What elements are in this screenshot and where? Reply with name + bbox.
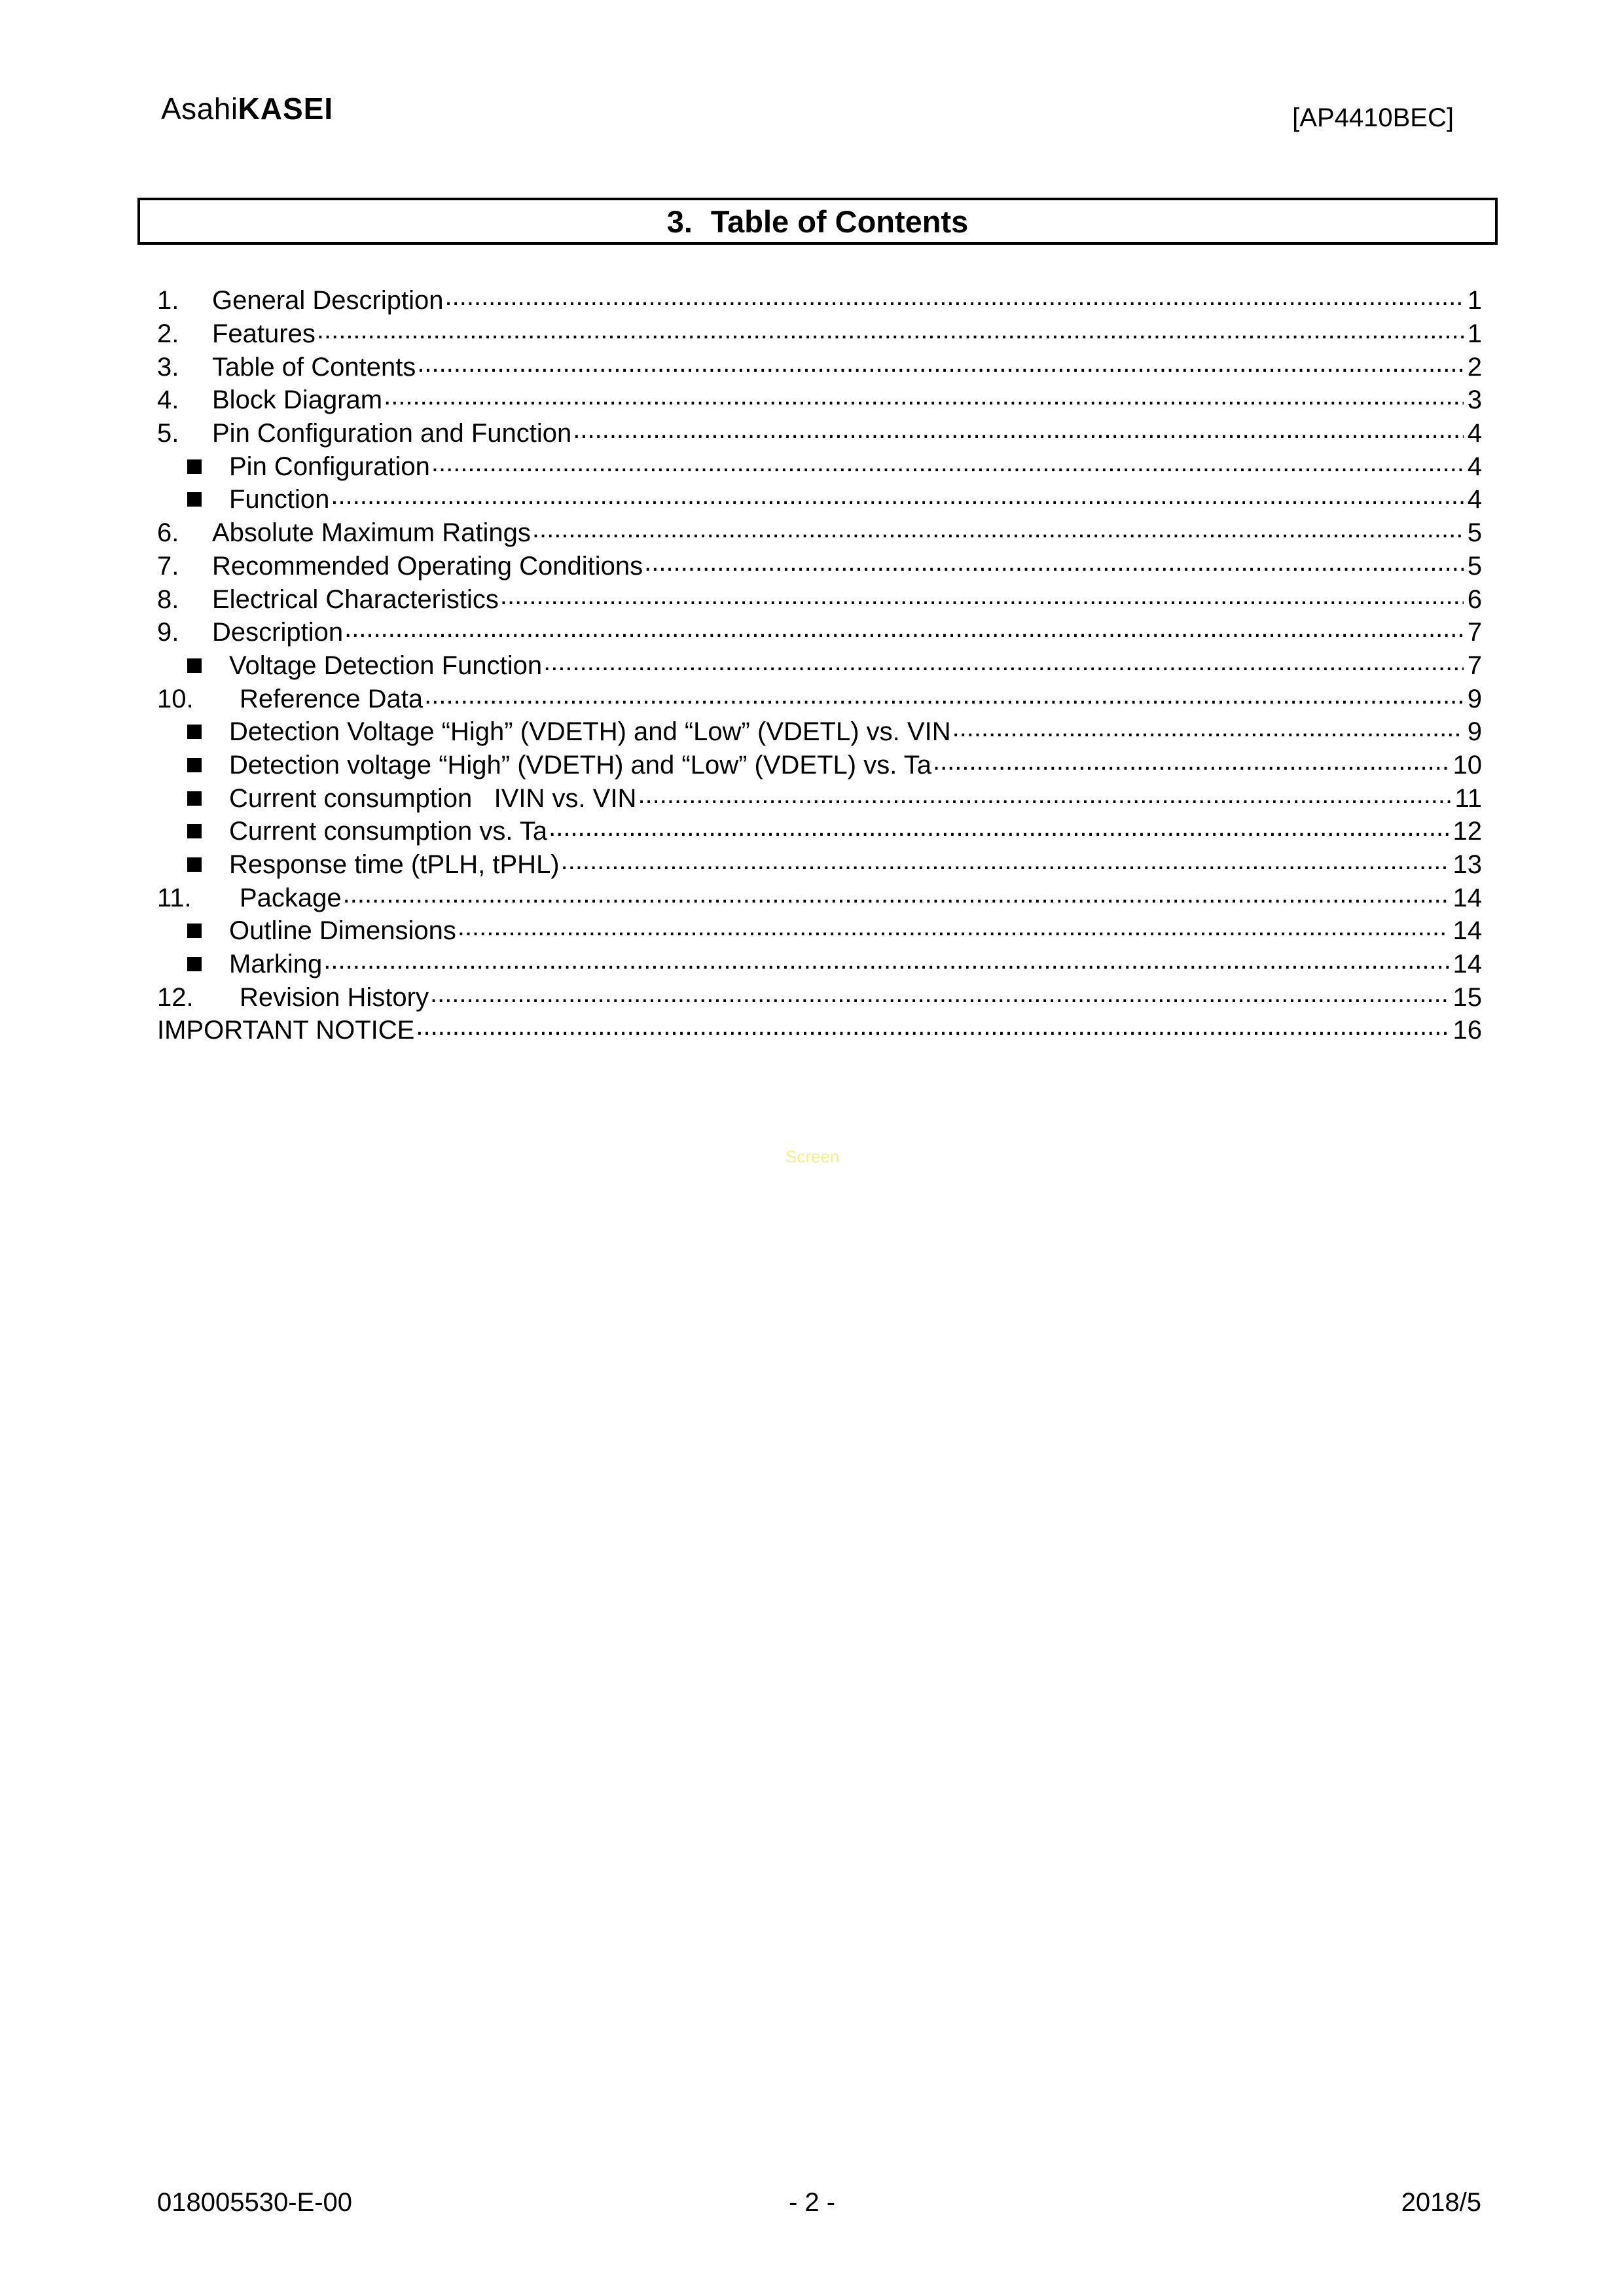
square-bullet-icon [187,725,202,739]
toc-page-number: 9 [1467,684,1482,713]
toc-page-number: 4 [1467,452,1482,481]
dot-leader [317,321,1464,347]
dot-leader [424,686,1464,712]
section-title-text: Table of Contents [710,204,969,239]
dot-leader [561,852,1449,878]
toc-item[interactable] [157,350,1482,384]
toc-page-number: 14 [1453,916,1482,946]
toc-item[interactable] [157,881,1482,914]
toc-entry-number: 3. [157,352,179,382]
toc-entry-number: 11. [157,883,192,912]
square-bullet-icon [187,924,202,938]
toc-page-number: 2 [1467,352,1482,382]
toc-entry-text: Absolute Maximum Ratings [212,518,531,548]
toc-page-number: 4 [1467,485,1482,514]
toc-entry-number: 10. [157,684,194,713]
toc-entry-text: Revision History [240,982,429,1012]
toc-entry-label [157,686,423,712]
toc-entry-label [157,951,322,977]
toc-entry-text: Outline Dimensions [229,916,456,946]
toc-entry-text: Pin Configuration [229,452,430,481]
toc-page-number: 12 [1453,817,1482,846]
toc-entry-text: Block Diagram [212,386,383,415]
toc-item[interactable] [157,384,1482,417]
toc-page-number: 14 [1453,883,1482,912]
dot-leader [384,387,1464,413]
toc-entry-text: Recommended Operating Conditions [212,551,643,581]
toc-entry-text: Reference Data [240,684,424,713]
toc-entry-label [157,918,456,944]
toc-subitem[interactable] [157,450,1482,483]
footer-page-number: - 2 - [789,2188,836,2217]
dot-leader [573,420,1464,446]
dot-leader [644,553,1464,579]
footer-date: 2018/5 [1401,2188,1481,2217]
toc-entry-label [157,321,316,347]
dot-leader [445,287,1464,314]
dot-leader [933,752,1449,778]
toc-page-number: 7 [1467,618,1482,647]
dot-leader [323,951,1449,977]
toc-page-number: 4 [1467,419,1482,448]
square-bullet-icon [187,492,202,507]
toc-entry-number: 4. [157,386,179,415]
toc-page-number: 6 [1467,584,1482,614]
toc-page-number: 13 [1453,850,1482,880]
toc-entry-label [157,752,931,778]
toc-item[interactable] [157,1014,1482,1047]
toc-entry-label [157,619,343,645]
toc-item[interactable] [157,317,1482,351]
toc-entry-label [157,586,499,613]
toc-page-number: 5 [1467,518,1482,548]
square-bullet-icon [187,459,202,474]
toc-entry-text: Current consumption vs. Ta [229,817,548,846]
toc-entry-label [157,454,430,480]
dot-leader [416,1017,1449,1043]
footer-doc-number: 018005530-E-00 [157,2188,353,2217]
toc-entry-label [157,885,342,911]
square-bullet-icon [187,857,202,872]
toc-page-number: 15 [1453,982,1482,1012]
dot-leader [549,818,1449,844]
toc-entry-number: 9. [157,618,179,647]
toc-page-number: 9 [1467,717,1482,747]
toc-entry-text: Table of Contents [212,352,416,382]
dot-leader [543,653,1464,679]
company-logo [161,94,333,124]
logo-text-bold: KASEI [238,92,334,126]
toc-entry-label [157,719,951,745]
toc-subitem[interactable] [157,815,1482,848]
dot-leader [343,885,1449,911]
dot-leader [417,354,1463,380]
toc-subitem[interactable] [157,483,1482,516]
toc-subitem[interactable] [157,715,1482,749]
toc-subitem[interactable] [157,948,1482,981]
square-bullet-icon [187,791,202,806]
dot-leader [638,785,1451,812]
toc-entry-text: General Description [212,286,444,315]
toc-entry-label [157,520,531,546]
toc-page-number: 1 [1467,319,1482,349]
toc-entry-label [157,387,382,413]
toc-page-number: 11 [1454,783,1482,813]
toc-item[interactable] [157,583,1482,616]
square-bullet-icon [187,658,202,673]
watermark: Screen [785,1147,840,1166]
toc-entry-text: Detection Voltage “High” (VDETH) and “Low” (VDETL) vs. VIN [229,717,951,747]
toc-entry-number: 6. [157,518,179,548]
toc-subitem[interactable] [157,649,1482,683]
toc-item[interactable] [157,516,1482,550]
dot-leader [458,918,1449,944]
toc-entry-label [157,984,429,1011]
toc-item[interactable] [157,682,1482,715]
section-title-number: 3. [666,204,693,239]
toc-entry-label [157,653,542,679]
toc-entry-label [157,852,560,878]
toc-entry-text: Detection voltage “High” (VDETH) and “Low” (VDETL) vs. Ta [229,750,931,780]
toc-item[interactable] [157,417,1482,450]
toc-entry-number: 5. [157,419,179,448]
toc-entry-label [157,287,444,314]
toc-entry-number: 2. [157,319,179,349]
square-bullet-icon [187,824,202,838]
toc-entry-text: Pin Configuration and Function [212,419,572,448]
toc-entry-number: 12. [157,982,194,1012]
toc-subitem[interactable] [157,848,1482,882]
square-bullet-icon [187,758,202,772]
dot-leader [500,586,1464,613]
toc-page-number: 10 [1453,750,1482,780]
section-title-box [137,198,1498,245]
toc-entry-text: Electrical Characteristics [212,584,499,614]
toc-subitem[interactable] [157,914,1482,948]
toc-page-number: 7 [1467,651,1482,680]
toc-subitem[interactable] [157,781,1482,815]
toc-entry-text: Current consumption IVIN vs. VIN [229,783,637,813]
toc-entry-text: Description [212,618,344,647]
toc-entry-text: Voltage Detection Function [229,651,543,680]
toc-entry-number: 1. [157,286,179,315]
toc-entry-label [157,553,643,579]
toc-entry-text: Features [212,319,316,349]
logo-text-light: Asahi [161,92,238,126]
toc-entry-label [157,486,329,512]
toc-entry-text: Response time (tPLH, tPHL) [229,850,560,880]
toc-entry-label [157,1017,414,1043]
dot-leader [331,486,1463,512]
toc-item[interactable] [157,284,1482,317]
toc-entry-number: 7. [157,551,179,581]
toc-page-number: 5 [1467,551,1482,581]
table-of-contents [157,284,1482,1047]
toc-entry-label [157,818,547,844]
toc-entry-number: 8. [157,584,179,614]
dot-leader [430,984,1449,1011]
toc-item[interactable] [157,980,1482,1014]
toc-entry-label [157,420,571,446]
dot-leader [344,619,1464,645]
toc-page-number: 14 [1453,950,1482,979]
part-number: [AP4410BEC] [1292,103,1454,132]
toc-entry-text: Package [240,883,342,912]
toc-page-number: 1 [1467,286,1482,315]
toc-entry-label [157,785,636,812]
dot-leader [431,454,1464,480]
toc-item[interactable] [157,616,1482,649]
toc-page-number: 16 [1453,1016,1482,1045]
dot-leader [952,719,1464,745]
toc-entry-text: Marking [229,950,323,979]
toc-entry-label [157,354,416,380]
toc-entry-text: IMPORTANT NOTICE [157,1016,415,1045]
toc-page-number: 3 [1467,386,1482,415]
square-bullet-icon [187,957,202,971]
dot-leader [532,520,1464,546]
toc-item[interactable] [157,550,1482,583]
toc-subitem[interactable] [157,749,1482,782]
toc-entry-text: Function [229,485,330,514]
